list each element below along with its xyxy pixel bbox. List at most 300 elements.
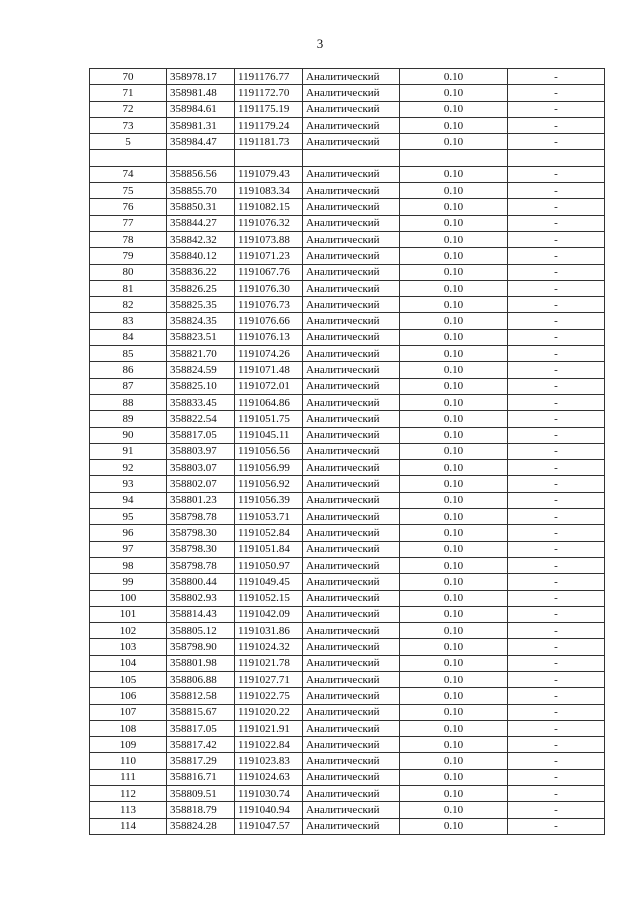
method-cell: Аналитический [303,297,400,313]
x-coordinate-cell: 358856.56 [167,166,235,182]
accuracy-cell: 0.10 [400,541,508,557]
note-cell: - [508,394,605,410]
x-coordinate-cell: 358984.47 [167,134,235,150]
table-row [90,134,605,150]
point-number-cell: 108 [90,720,167,736]
y-coordinate-cell: 1191052.15 [235,590,303,606]
method-cell: Аналитический [303,411,400,427]
method-cell: Аналитический [303,818,400,834]
y-coordinate-cell: 1191022.75 [235,688,303,704]
coordinates-table [89,68,605,835]
point-number-cell: 72 [90,101,167,117]
note-cell: - [508,737,605,753]
table-row [90,166,605,182]
x-coordinate-cell: 358815.67 [167,704,235,720]
note-cell: - [508,802,605,818]
accuracy-cell: 0.10 [400,590,508,606]
point-number-cell: 93 [90,476,167,492]
table-row [90,655,605,671]
method-cell: Аналитический [303,671,400,687]
accuracy-cell: 0.10 [400,85,508,101]
x-coordinate-cell: 358805.12 [167,623,235,639]
point-number-cell: 102 [90,623,167,639]
y-coordinate-cell: 1191076.73 [235,297,303,313]
y-coordinate-cell: 1191040.94 [235,802,303,818]
accuracy-cell: 0.10 [400,443,508,459]
y-coordinate-cell: 1191052.84 [235,525,303,541]
accuracy-cell: 0.10 [400,117,508,133]
table-row [90,101,605,117]
x-coordinate-cell: 358816.71 [167,769,235,785]
x-coordinate-cell: 358798.30 [167,525,235,541]
table-row [90,427,605,443]
note-cell: - [508,720,605,736]
y-coordinate-cell: 1191082.15 [235,199,303,215]
method-cell: Аналитический [303,443,400,459]
method-cell: Аналитический [303,802,400,818]
point-number-cell: 91 [90,443,167,459]
accuracy-cell: 0.10 [400,69,508,85]
accuracy-cell: 0.10 [400,362,508,378]
table-row [90,541,605,557]
table-row [90,411,605,427]
accuracy-cell: 0.10 [400,264,508,280]
accuracy-cell: 0.10 [400,769,508,785]
method-cell: Аналитический [303,166,400,182]
x-coordinate-cell [167,150,235,166]
y-coordinate-cell: 1191023.83 [235,753,303,769]
point-number-cell: 83 [90,313,167,329]
y-coordinate-cell: 1191051.75 [235,411,303,427]
method-cell: Аналитический [303,753,400,769]
note-cell: - [508,818,605,834]
method-cell: Аналитический [303,134,400,150]
table-row [90,231,605,247]
y-coordinate-cell: 1191056.99 [235,460,303,476]
table-row [90,720,605,736]
accuracy-cell: 0.10 [400,346,508,362]
table-row [90,248,605,264]
point-number-cell: 74 [90,166,167,182]
method-cell: Аналитический [303,557,400,573]
table-row [90,117,605,133]
method-cell: Аналитический [303,69,400,85]
method-cell: Аналитический [303,737,400,753]
point-number-cell: 114 [90,818,167,834]
note-cell: - [508,346,605,362]
point-number-cell: 103 [90,639,167,655]
accuracy-cell: 0.10 [400,753,508,769]
note-cell: - [508,655,605,671]
accuracy-cell: 0.10 [400,671,508,687]
point-number-cell: 86 [90,362,167,378]
accuracy-cell: 0.10 [400,166,508,182]
y-coordinate-cell: 1191053.71 [235,509,303,525]
x-coordinate-cell: 358824.59 [167,362,235,378]
x-coordinate-cell: 358978.17 [167,69,235,85]
note-cell [508,150,605,166]
accuracy-cell: 0.10 [400,476,508,492]
point-number-cell: 99 [90,574,167,590]
accuracy-cell: 0.10 [400,818,508,834]
note-cell: - [508,769,605,785]
note-cell: - [508,134,605,150]
note-cell: - [508,557,605,573]
x-coordinate-cell: 358802.93 [167,590,235,606]
y-coordinate-cell: 1191076.30 [235,280,303,296]
y-coordinate-cell: 1191076.66 [235,313,303,329]
y-coordinate-cell: 1191176.77 [235,69,303,85]
y-coordinate-cell: 1191022.84 [235,737,303,753]
x-coordinate-cell: 358842.32 [167,231,235,247]
page-number: 3 [316,36,324,51]
y-coordinate-cell: 1191050.97 [235,557,303,573]
y-coordinate-cell [235,150,303,166]
x-coordinate-cell: 358800.44 [167,574,235,590]
note-cell: - [508,231,605,247]
note-cell: - [508,378,605,394]
x-coordinate-cell: 358817.29 [167,753,235,769]
method-cell: Аналитический [303,541,400,557]
accuracy-cell: 0.10 [400,557,508,573]
method-cell: Аналитический [303,394,400,410]
method-cell: Аналитический [303,117,400,133]
table-row [90,492,605,508]
method-cell: Аналитический [303,280,400,296]
accuracy-cell: 0.10 [400,606,508,622]
x-coordinate-cell: 358855.70 [167,183,235,199]
point-number-cell: 95 [90,509,167,525]
note-cell: - [508,688,605,704]
point-number-cell: 76 [90,199,167,215]
y-coordinate-cell: 1191076.13 [235,329,303,345]
y-coordinate-cell: 1191056.39 [235,492,303,508]
note-cell: - [508,313,605,329]
point-number-cell: 78 [90,231,167,247]
table-row [90,297,605,313]
note-cell: - [508,590,605,606]
y-coordinate-cell: 1191047.57 [235,818,303,834]
table-row [90,590,605,606]
point-number-cell: 71 [90,85,167,101]
note-cell: - [508,248,605,264]
method-cell: Аналитический [303,427,400,443]
accuracy-cell: 0.10 [400,280,508,296]
method-cell: Аналитический [303,492,400,508]
x-coordinate-cell: 358824.35 [167,313,235,329]
table-row [90,557,605,573]
point-number-cell: 87 [90,378,167,394]
accuracy-cell [400,150,508,166]
point-number-cell: 96 [90,525,167,541]
point-number-cell: 112 [90,786,167,802]
method-cell: Аналитический [303,655,400,671]
table-row [90,150,605,166]
x-coordinate-cell: 358798.78 [167,557,235,573]
method-cell: Аналитический [303,623,400,639]
note-cell: - [508,671,605,687]
point-number-cell: 73 [90,117,167,133]
y-coordinate-cell: 1191172.70 [235,85,303,101]
table-row [90,394,605,410]
method-cell: Аналитический [303,525,400,541]
y-coordinate-cell: 1191031.86 [235,623,303,639]
x-coordinate-cell: 358801.98 [167,655,235,671]
point-number-cell: 82 [90,297,167,313]
table-row [90,623,605,639]
y-coordinate-cell: 1191045.11 [235,427,303,443]
accuracy-cell: 0.10 [400,492,508,508]
point-number-cell: 88 [90,394,167,410]
point-number-cell [90,150,167,166]
point-number-cell: 81 [90,280,167,296]
point-number-cell: 70 [90,69,167,85]
x-coordinate-cell: 358798.90 [167,639,235,655]
note-cell: - [508,525,605,541]
accuracy-cell: 0.10 [400,411,508,427]
y-coordinate-cell: 1191071.48 [235,362,303,378]
point-number-cell: 111 [90,769,167,785]
y-coordinate-cell: 1191071.23 [235,248,303,264]
y-coordinate-cell: 1191049.45 [235,574,303,590]
table-row [90,704,605,720]
method-cell: Аналитический [303,215,400,231]
coordinates-table-body [90,69,605,835]
table-row [90,329,605,345]
note-cell: - [508,623,605,639]
x-coordinate-cell: 358844.27 [167,215,235,231]
table-row [90,69,605,85]
accuracy-cell: 0.10 [400,199,508,215]
accuracy-cell: 0.10 [400,183,508,199]
y-coordinate-cell: 1191175.19 [235,101,303,117]
accuracy-cell: 0.10 [400,460,508,476]
table-row [90,346,605,362]
x-coordinate-cell: 358833.45 [167,394,235,410]
note-cell: - [508,606,605,622]
table-row [90,460,605,476]
x-coordinate-cell: 358803.97 [167,443,235,459]
x-coordinate-cell: 358824.28 [167,818,235,834]
note-cell: - [508,69,605,85]
x-coordinate-cell: 358802.07 [167,476,235,492]
x-coordinate-cell: 358798.30 [167,541,235,557]
table-row [90,215,605,231]
method-cell: Аналитический [303,606,400,622]
point-number-cell: 85 [90,346,167,362]
y-coordinate-cell: 1191072.01 [235,378,303,394]
accuracy-cell: 0.10 [400,101,508,117]
note-cell: - [508,476,605,492]
table-row [90,280,605,296]
note-cell: - [508,541,605,557]
point-number-cell: 109 [90,737,167,753]
table-row [90,362,605,378]
point-number-cell: 75 [90,183,167,199]
method-cell: Аналитический [303,460,400,476]
x-coordinate-cell: 358825.10 [167,378,235,394]
table-row [90,753,605,769]
y-coordinate-cell: 1191030.74 [235,786,303,802]
note-cell: - [508,117,605,133]
y-coordinate-cell: 1191024.32 [235,639,303,655]
point-number-cell: 80 [90,264,167,280]
point-number-cell: 106 [90,688,167,704]
note-cell: - [508,199,605,215]
y-coordinate-cell: 1191074.26 [235,346,303,362]
accuracy-cell: 0.10 [400,297,508,313]
x-coordinate-cell: 358981.48 [167,85,235,101]
x-coordinate-cell: 358836.22 [167,264,235,280]
method-cell: Аналитический [303,199,400,215]
point-number-cell: 105 [90,671,167,687]
method-cell: Аналитический [303,248,400,264]
accuracy-cell: 0.10 [400,737,508,753]
accuracy-cell: 0.10 [400,623,508,639]
note-cell: - [508,166,605,182]
table-row [90,639,605,655]
y-coordinate-cell: 1191076.32 [235,215,303,231]
method-cell: Аналитический [303,476,400,492]
accuracy-cell: 0.10 [400,802,508,818]
method-cell: Аналитический [303,704,400,720]
accuracy-cell: 0.10 [400,313,508,329]
point-number-cell: 84 [90,329,167,345]
x-coordinate-cell: 358840.12 [167,248,235,264]
table-row [90,476,605,492]
point-number-cell: 113 [90,802,167,818]
x-coordinate-cell: 358822.54 [167,411,235,427]
x-coordinate-cell: 358817.05 [167,720,235,736]
method-cell: Аналитический [303,101,400,117]
table-row [90,671,605,687]
x-coordinate-cell: 358826.25 [167,280,235,296]
accuracy-cell: 0.10 [400,639,508,655]
x-coordinate-cell: 358801.23 [167,492,235,508]
method-cell: Аналитический [303,346,400,362]
table-row [90,183,605,199]
note-cell: - [508,329,605,345]
y-coordinate-cell: 1191067.76 [235,264,303,280]
table-row [90,818,605,834]
method-cell: Аналитический [303,85,400,101]
table-row [90,378,605,394]
y-coordinate-cell: 1191056.92 [235,476,303,492]
point-number-cell: 89 [90,411,167,427]
table-row [90,574,605,590]
accuracy-cell: 0.10 [400,509,508,525]
note-cell: - [508,85,605,101]
note-cell: - [508,280,605,296]
method-cell: Аналитический [303,786,400,802]
note-cell: - [508,427,605,443]
method-cell: Аналитический [303,264,400,280]
y-coordinate-cell: 1191021.78 [235,655,303,671]
note-cell: - [508,101,605,117]
point-number-cell: 101 [90,606,167,622]
accuracy-cell: 0.10 [400,574,508,590]
y-coordinate-cell: 1191064.86 [235,394,303,410]
note-cell: - [508,411,605,427]
note-cell: - [508,183,605,199]
note-cell: - [508,639,605,655]
y-coordinate-cell: 1191179.24 [235,117,303,133]
method-cell: Аналитический [303,720,400,736]
table-row [90,264,605,280]
y-coordinate-cell: 1191073.88 [235,231,303,247]
accuracy-cell: 0.10 [400,704,508,720]
note-cell: - [508,509,605,525]
note-cell: - [508,574,605,590]
x-coordinate-cell: 358814.43 [167,606,235,622]
note-cell: - [508,460,605,476]
method-cell: Аналитический [303,688,400,704]
accuracy-cell: 0.10 [400,329,508,345]
accuracy-cell: 0.10 [400,525,508,541]
note-cell: - [508,492,605,508]
point-number-cell: 107 [90,704,167,720]
method-cell [303,150,400,166]
note-cell: - [508,704,605,720]
method-cell: Аналитический [303,590,400,606]
point-number-cell: 92 [90,460,167,476]
accuracy-cell: 0.10 [400,688,508,704]
y-coordinate-cell: 1191181.73 [235,134,303,150]
y-coordinate-cell: 1191056.56 [235,443,303,459]
y-coordinate-cell: 1191021.91 [235,720,303,736]
note-cell: - [508,753,605,769]
x-coordinate-cell: 358817.42 [167,737,235,753]
accuracy-cell: 0.10 [400,720,508,736]
table-row [90,199,605,215]
method-cell: Аналитический [303,329,400,345]
method-cell: Аналитический [303,574,400,590]
accuracy-cell: 0.10 [400,248,508,264]
point-number-cell: 98 [90,557,167,573]
method-cell: Аналитический [303,769,400,785]
method-cell: Аналитический [303,183,400,199]
x-coordinate-cell: 358803.07 [167,460,235,476]
accuracy-cell: 0.10 [400,215,508,231]
accuracy-cell: 0.10 [400,655,508,671]
point-number-cell: 97 [90,541,167,557]
y-coordinate-cell: 1191027.71 [235,671,303,687]
x-coordinate-cell: 358812.58 [167,688,235,704]
table-row [90,769,605,785]
method-cell: Аналитический [303,313,400,329]
note-cell: - [508,297,605,313]
table-row [90,802,605,818]
x-coordinate-cell: 358809.51 [167,786,235,802]
point-number-cell: 77 [90,215,167,231]
accuracy-cell: 0.10 [400,231,508,247]
point-number-cell: 79 [90,248,167,264]
x-coordinate-cell: 358817.05 [167,427,235,443]
y-coordinate-cell: 1191083.34 [235,183,303,199]
point-number-cell: 90 [90,427,167,443]
accuracy-cell: 0.10 [400,134,508,150]
x-coordinate-cell: 358798.78 [167,509,235,525]
note-cell: - [508,215,605,231]
method-cell: Аналитический [303,378,400,394]
table-row [90,443,605,459]
method-cell: Аналитический [303,639,400,655]
accuracy-cell: 0.10 [400,378,508,394]
table-row [90,85,605,101]
y-coordinate-cell: 1191020.22 [235,704,303,720]
note-cell: - [508,443,605,459]
y-coordinate-cell: 1191024.63 [235,769,303,785]
